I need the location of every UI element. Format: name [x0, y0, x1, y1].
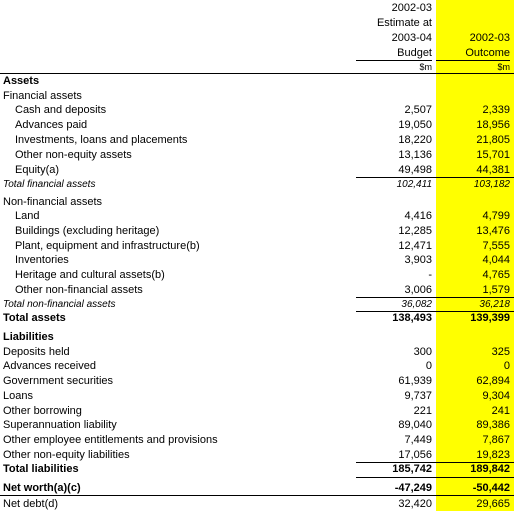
net-debt-rule	[0, 495, 514, 496]
budget-estimate-value: 49,498	[398, 164, 432, 176]
table-row	[0, 133, 514, 148]
outcome-value: -50,442	[472, 482, 510, 494]
budget-estimate-value: 17,056	[398, 449, 432, 461]
row-label: Land	[15, 210, 40, 222]
budget-estimate-value: -	[428, 269, 432, 281]
header-col2-line2: Outcome	[465, 47, 510, 59]
table-row	[0, 177, 514, 192]
row-label: Other borrowing	[3, 405, 82, 417]
table-row	[0, 89, 514, 104]
table-row	[0, 389, 514, 404]
table-row	[0, 497, 514, 512]
table-row	[0, 311, 514, 326]
row-label: Investments, loans and placements	[15, 134, 188, 146]
outcome-value: 325	[491, 346, 510, 358]
outcome-value: 18,956	[476, 119, 510, 131]
row-label: Net worth(a)(c)	[3, 482, 81, 494]
table-row	[0, 374, 514, 389]
budget-estimate-value: 0	[425, 360, 432, 372]
row-label: Assets	[3, 75, 40, 87]
header-col1-line4: Budget	[397, 47, 432, 59]
outcome-value: 2,339	[482, 104, 510, 116]
table-row	[0, 163, 514, 178]
outcome-value: 139,399	[470, 312, 510, 324]
table-row	[0, 239, 514, 254]
row-label: Superannuation liability	[3, 419, 117, 431]
budget-estimate-value: 12,285	[398, 225, 432, 237]
outcome-value: 29,665	[476, 498, 510, 510]
row-label: Non-financial assets	[3, 196, 103, 208]
outcome-value: 4,044	[482, 254, 510, 266]
table-row	[0, 481, 514, 496]
header-col2-unit: $m	[497, 62, 510, 72]
outcome-value: 9,304	[482, 390, 510, 402]
row-label: Plant, equipment and infrastructure(b)	[15, 240, 200, 252]
outcome-value: 62,894	[476, 375, 510, 387]
budget-estimate-value: 138,493	[392, 312, 432, 324]
budget-estimate-value: 9,737	[404, 390, 432, 402]
table-row	[0, 433, 514, 448]
budget-estimate-value: 2,507	[404, 104, 432, 116]
budget-estimate-value: 3,006	[404, 284, 432, 296]
table-row	[0, 418, 514, 433]
row-label: Total liabilities	[3, 463, 79, 475]
table-row	[0, 462, 514, 477]
budget-estimate-value: 19,050	[398, 119, 432, 131]
table-row	[0, 297, 514, 312]
row-label: Net debt(d)	[3, 498, 59, 510]
budget-estimate-value: 102,411	[396, 179, 432, 190]
table-row	[0, 74, 514, 89]
table-row	[0, 224, 514, 239]
outcome-value: 189,842	[470, 463, 510, 475]
budget-estimate-value: 61,939	[398, 375, 432, 387]
outcome-value: 4,765	[482, 269, 510, 281]
net-worth-rule	[356, 477, 514, 478]
row-label: Other non-financial assets	[15, 284, 143, 296]
row-label: Deposits held	[3, 346, 70, 358]
outcome-value: 4,799	[482, 210, 510, 222]
row-label: Other employee entitlements and provisions	[3, 434, 218, 446]
budget-estimate-value: 12,471	[398, 240, 432, 252]
table-row	[0, 103, 514, 118]
row-label: Cash and deposits	[15, 104, 107, 116]
row-label: Other non-equity assets	[15, 149, 132, 161]
row-label: Loans	[3, 390, 33, 402]
budget-estimate-value: 185,742	[392, 463, 432, 475]
table-row	[0, 148, 514, 163]
row-label: Financial assets	[3, 90, 82, 102]
outcome-value: 103,182	[473, 179, 510, 190]
header-col2-line1: 2002-03	[469, 32, 510, 44]
table-row	[0, 195, 514, 210]
outcome-value: 0	[503, 360, 510, 372]
row-label: Advances paid	[15, 119, 88, 131]
outcome-value: 1,579	[482, 284, 510, 296]
table-row	[0, 253, 514, 268]
outcome-value: 13,476	[476, 225, 510, 237]
header-col1-line3: 2003-04	[391, 32, 432, 44]
outcome-value: 19,823	[476, 449, 510, 461]
budget-estimate-value: 221	[413, 405, 432, 417]
total-liabilities-rule	[356, 462, 514, 463]
outcome-value: 89,386	[476, 419, 510, 431]
table-row	[0, 118, 514, 133]
table-row	[0, 330, 514, 345]
outcome-value: 241	[491, 405, 510, 417]
row-label: Advances received	[3, 360, 96, 372]
header-col1-line2: Estimate at	[376, 17, 432, 29]
table-row	[0, 404, 514, 419]
outcome-value: 21,805	[476, 134, 510, 146]
row-label: Total assets	[3, 312, 66, 324]
budget-estimate-value: 32,420	[398, 498, 432, 510]
row-label: Inventories	[15, 254, 69, 266]
budget-estimate-value: 89,040	[398, 419, 432, 431]
budget-estimate-value: 300	[413, 346, 432, 358]
row-label: Total financial assets	[3, 179, 96, 190]
header-rule-col1	[356, 60, 432, 61]
header-col1-unit: $m	[419, 62, 432, 72]
budget-estimate-value: 13,136	[398, 149, 432, 161]
budget-estimate-value: 4,416	[404, 210, 432, 222]
outcome-value: 7,555	[482, 240, 510, 252]
outcome-value: 36,218	[479, 299, 510, 310]
row-label: Other non-equity liabilities	[3, 449, 130, 461]
row-label: Equity(a)	[15, 164, 60, 176]
total-financial-assets-rule	[356, 177, 514, 178]
row-label: Government securities	[3, 375, 114, 387]
outcome-value: 7,867	[482, 434, 510, 446]
row-label: Heritage and cultural assets(b)	[15, 269, 165, 281]
header-rule-col2	[436, 60, 510, 61]
table-row	[0, 359, 514, 374]
outcome-value: 15,701	[476, 149, 510, 161]
budget-estimate-value: 3,903	[404, 254, 432, 266]
total-non-financial-assets-rule	[356, 297, 514, 298]
budget-estimate-value: 7,449	[404, 434, 432, 446]
table-row	[0, 345, 514, 360]
table-row	[0, 268, 514, 283]
row-label: Total non-financial assets	[3, 299, 116, 310]
table-row	[0, 448, 514, 463]
budget-estimate-value: -47,249	[394, 482, 432, 494]
table-row	[0, 209, 514, 224]
row-label: Liabilities	[3, 331, 54, 343]
row-label: Buildings (excluding heritage)	[15, 225, 160, 237]
budget-estimate-value: 36,082	[401, 299, 432, 310]
outcome-value: 44,381	[476, 164, 510, 176]
table-row	[0, 283, 514, 298]
budget-estimate-value: 18,220	[398, 134, 432, 146]
header-col1-line1: 2002-03	[391, 2, 432, 14]
total-assets-rule	[356, 311, 514, 312]
